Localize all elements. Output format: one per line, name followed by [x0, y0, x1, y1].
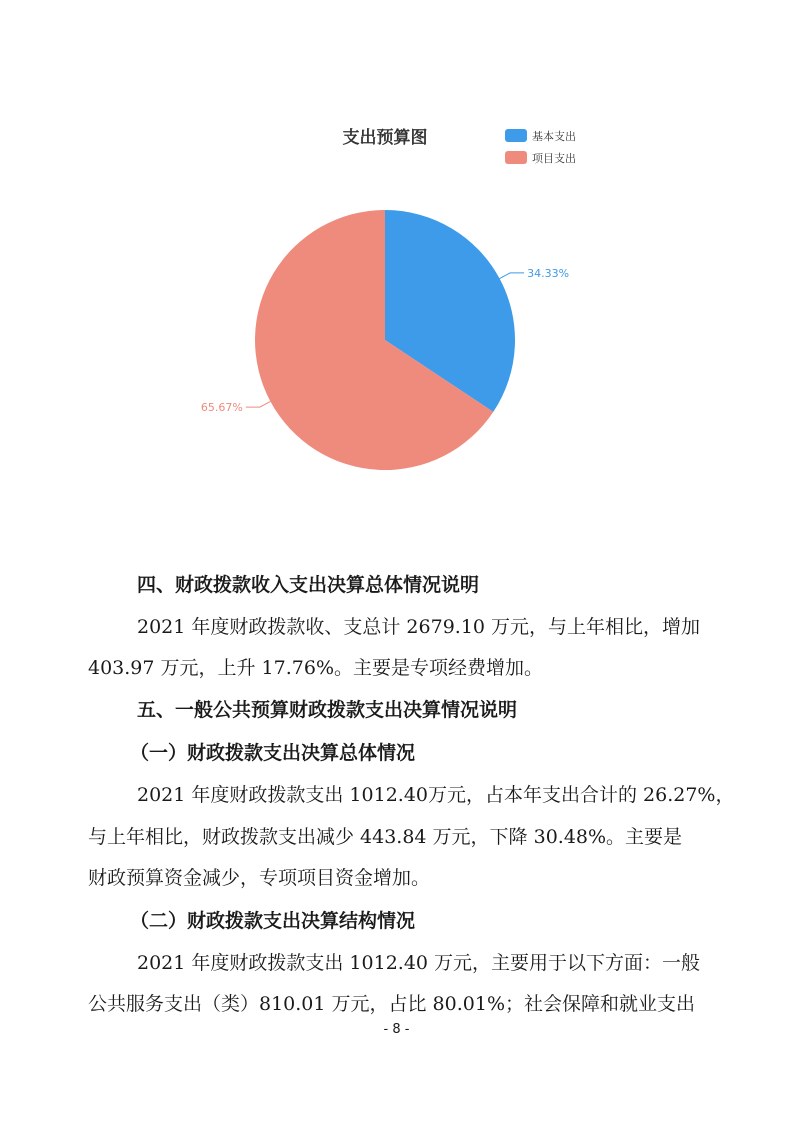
pie-label-project: 65.67% — [200, 401, 243, 415]
legend-swatch-basic — [505, 129, 527, 142]
paragraph-three-line-1: 2021 年度财政拨款支出 1012.40 万元，主要用于以下方面：一般 — [137, 952, 701, 974]
chart-title: 支出预算图 — [342, 128, 428, 148]
legend-label-project: 项目支出 — [532, 152, 576, 165]
expenditure-pie-chart — [0, 0, 793, 520]
paragraph-one-line-2: 403.97 万元，上升 17.76%。主要是专项经费增加。 — [88, 657, 544, 679]
paragraph-two-line-2: 与上年相比，财政拨款支出减少 443.84 万元，下降 30.48%。主要是 — [88, 826, 683, 848]
pie-slices — [255, 210, 515, 470]
section-five-heading: 五、一般公共预算财政拨款支出决算情况说明 — [137, 699, 518, 721]
pie-label-leader-project — [246, 401, 271, 407]
paragraph-two-line-3: 财政预算资金减少，专项项目资金增加。 — [88, 867, 431, 889]
pie-label-leader-basic — [500, 273, 525, 279]
legend-swatch-project — [505, 151, 527, 164]
chart-legend — [505, 129, 576, 165]
paragraph-three-line-2: 公共服务支出（类）810.01 万元，占比 80.01%；社会保障和就业支出 — [88, 993, 696, 1015]
page-number: - 8 - — [383, 1022, 410, 1037]
subsection-two-heading: （二）财政拨款支出决算结构情况 — [130, 910, 416, 932]
pie-label-basic: 34.33% — [527, 266, 570, 280]
section-four-heading: 四、财政拨款收入支出决算总体情况说明 — [137, 574, 480, 596]
legend-label-basic: 基本支出 — [532, 130, 576, 143]
paragraph-two-line-1: 2021 年度财政拨款支出 1012.40万元，占本年支出合计的 26.27%， — [137, 784, 735, 806]
paragraph-one-line-1: 2021 年度财政拨款收、支总计 2679.10 万元，与上年相比，增加 — [137, 616, 701, 638]
subsection-one-heading: （一）财政拨款支出决算总体情况 — [130, 742, 416, 764]
